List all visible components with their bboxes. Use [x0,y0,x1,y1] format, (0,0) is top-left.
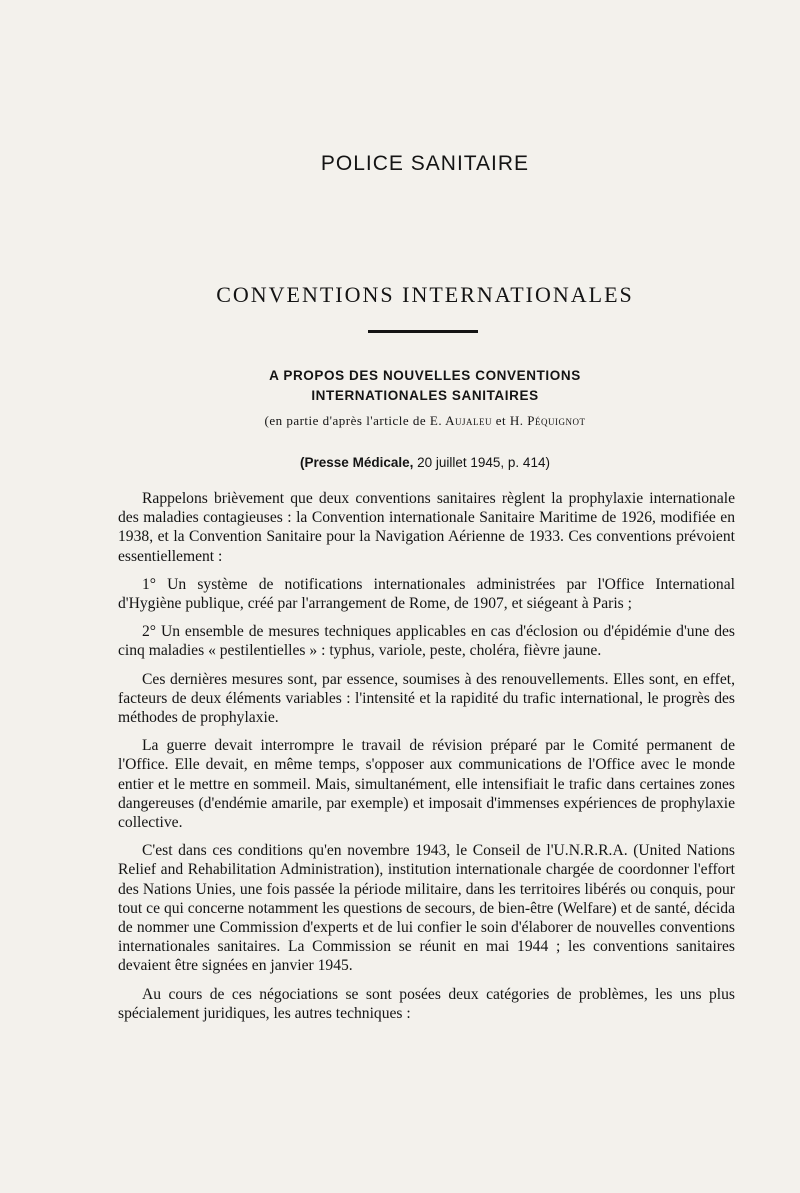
section-title: POLICE SANITAIRE [320,152,530,175]
paragraph: Ces dernières mesures sont, par essence, soumises à des renouvellements. Elles sont, en effet, facteurs de deux éléments variables : l'intensité et la rapidité du trafic international, le progrès des méthodes de prophylaxie. [118,670,735,727]
source-journal: (Presse Médicale, [300,455,414,470]
subtitle-line-1: A PROPOS DES NOUVELLES CONVENTIONS [269,368,581,383]
attribution-author-2: H. Péquignot [509,413,586,428]
main-title: CONVENTIONS INTERNATIONALES [216,282,634,307]
source-details: 20 juillet 1945, p. 414) [413,455,550,470]
paragraph: 1° Un système de notifications internationales administrées par l'Office International d'Hygiène publique, créé par l'arrangement de Rome, de 1907, et siégeant à Paris ; [118,575,735,613]
body-text [118,489,735,1032]
paragraph: Au cours de ces négociations se sont posées deux catégories de problèmes, les uns plus spécialement juridiques, les autres techniques : [118,985,735,1022]
title-rule [368,330,478,333]
attribution-prefix: (en partie d'après l'article de [264,413,430,428]
paragraph: La guerre devait interrompre le travail de révision préparé par le Comité permanent de l'Office. Elle devait, en même temps, s'opposer aux communications de l'Office avec le monde entier et le mettre en sommeil. Mais, simultanément, elle intensifiait le trafic dans certaines zones dangereuses (d'endémie amarile, par exemple) et imposait d'immenses expériences de prophylaxie collective. [118,737,735,832]
paragraph: C'est dans ces conditions qu'en novembre 1943, le Conseil de l'U.N.R.R.A. (United Nations Relief and Rehabilitation Administration), institution internationale chargée de coordonner l'effort des Nations Unies, une fois passée la période militaire, dans les territoires libérés ou conquis, pour tout ce qui concerne notamment les questions de secours, de bien-être (Welfare) et de santé, décida de nommer une Commission d'experts et de lui confier le soin d'élaborer de nouvelles conventions internationales sanitaires. La Commission se réunit en mai 1944 ; les conventions sanitaires devaient être signées en janvier 1945. [118,842,735,975]
attribution [0,413,800,429]
source-citation [0,455,800,470]
paragraph: 2° Un ensemble de mesures techniques applicables en cas d'éclosion ou d'épidémie d'une des cinq maladies « pestilentielles » : typhus, variole, peste, choléra, fièvre jaune. [118,623,735,660]
attribution-author-1: E. Aujaleu [429,413,493,428]
attribution-connector: et [492,413,510,428]
paragraph: Rappelons brièvement que deux conventions sanitaires règlent la prophylaxie internationale des maladies contagieuses : la Convention internationale Sanitaire Maritime de 1926, modifiée en 1938, et la Convention Sanitaire pour la Navigation Aérienne de 1933. Ces conventions prévoient essentiellement : [118,490,735,565]
subtitle-line-2: INTERNATIONALES SANITAIRES [311,388,539,403]
